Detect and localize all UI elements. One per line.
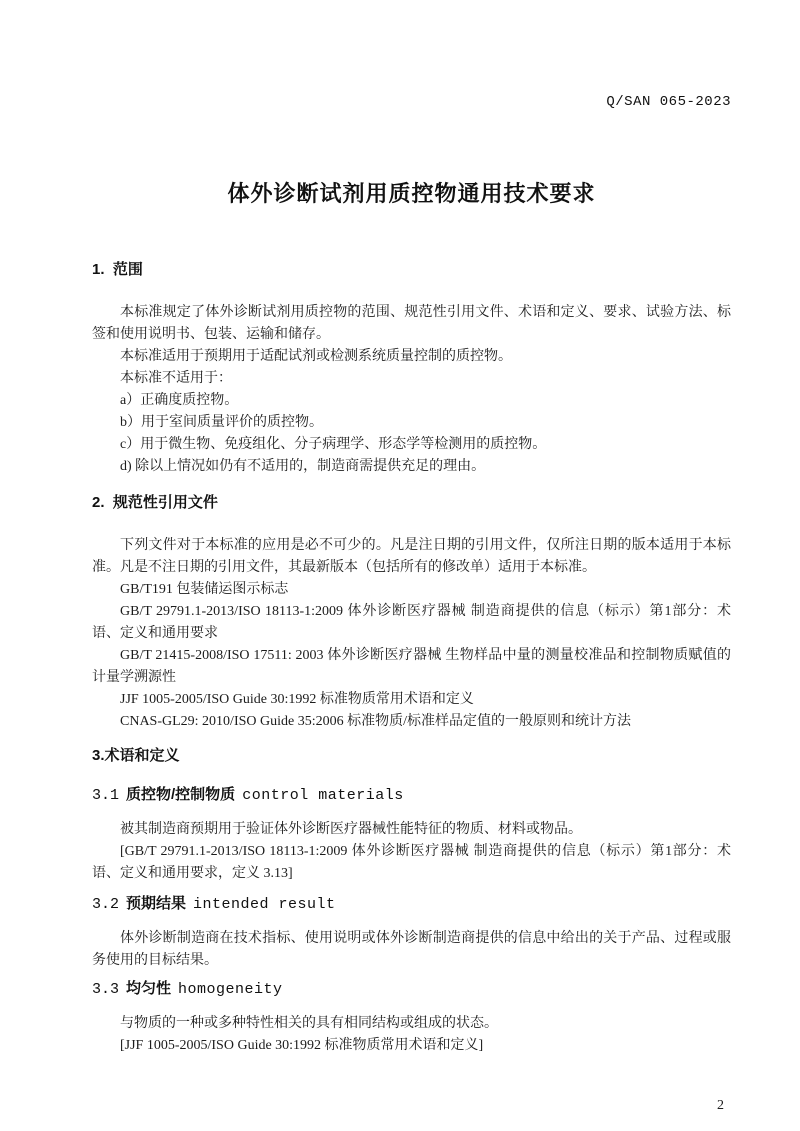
list-item-d: d) 除以上情况如仍有不适用的，制造商需提供充足的理由。 xyxy=(120,459,486,474)
term-source: [GB/T 29791.1-2013/ISO 18113-1:2009 体外诊断医疗器械 制造商提供的信息（标示）第1部分：术语、定义和通用要求，定义 3.13] xyxy=(92,844,731,881)
list-item-a: a）正确度质控物。 xyxy=(120,393,239,408)
term-name-en: control materials xyxy=(242,787,404,804)
section-2-intro: 下列文件对于本标准的应用是必不可少的。凡是注日期的引用文件，仅所注日期的版本适用于本标准。凡是不注日期的引用文件，其最新版本（包括所有的修改单）适用于本标准。 xyxy=(92,538,731,575)
term-3-3-heading xyxy=(92,980,731,998)
list-item-c: c）用于微生物、免疫组化、分子病理学、形态学等检测用的质控物。 xyxy=(120,437,547,452)
term-name-en: homogeneity xyxy=(178,981,283,998)
section-3-heading: 3.术语和定义 xyxy=(92,747,180,764)
normative-reference: GB/T191 包装储运图示标志 xyxy=(120,582,289,597)
term-source: [JJF 1005-2005/ISO Guide 30:1992 标准物质常用术语和定义] xyxy=(120,1038,484,1053)
section-1-paragraph: 本标准不适用于： xyxy=(120,371,232,386)
list-item-b: b）用于室间质量评价的质控物。 xyxy=(120,415,323,430)
doc-code: Q/SAN 065-2023 xyxy=(606,94,731,110)
term-3-1-heading xyxy=(92,786,731,804)
section-1-paragraph: 本标准适用于预期用于适配试剂或检测系统质量控制的质控物。 xyxy=(120,349,512,364)
section-2-heading: 2. 规范性引用文件 xyxy=(92,494,218,511)
normative-reference: CNAS-GL29: 2010/ISO Guide 35:2006 标准物质/标准样品定值的一般原则和统计方法 xyxy=(120,714,631,729)
section-1-heading: 1. 范围 xyxy=(92,261,143,278)
term-number: 3.2 xyxy=(92,896,120,913)
normative-reference: GB/T 21415-2008/ISO 17511: 2003 体外诊断医疗器械 生物样品中量的测量校准品和控制物质赋值的计量学溯源性 xyxy=(92,648,731,685)
term-3-2-heading xyxy=(92,895,731,913)
term-number: 3.3 xyxy=(92,981,120,998)
normative-reference: GB/T 29791.1-2013/ISO 18113-1:2009 体外诊断医疗器械 制造商提供的信息（标示）第1部分：术语、定义和通用要求 xyxy=(92,604,731,641)
page-number: 2 xyxy=(717,1098,724,1113)
term-name-zh: 均匀性 xyxy=(126,980,172,997)
term-definition: 与物质的一种或多种特性相关的具有相同结构或组成的状态。 xyxy=(120,1016,498,1031)
term-definition: 体外诊断制造商在技术指标、使用说明或体外诊断制造商提供的信息中给出的关于产品、过程或服务使用的目标结果。 xyxy=(92,931,731,968)
term-name-zh: 预期结果 xyxy=(126,895,187,912)
term-number: 3.1 xyxy=(92,787,120,804)
normative-reference: JJF 1005-2005/ISO Guide 30:1992 标准物质常用术语和定义 xyxy=(120,692,474,707)
term-definition: 被其制造商预期用于验证体外诊断医疗器械性能特征的物质、材料或物品。 xyxy=(120,822,582,837)
term-name-zh: 质控物/控制物质 xyxy=(126,786,236,803)
document-title: 体外诊断试剂用质控物通用技术要求 xyxy=(227,181,596,206)
section-1-paragraph: 本标准规定了体外诊断试剂用质控物的范围、规范性引用文件、术语和定义、要求、试验方法、标签和使用说明书、包装、运输和储存。 xyxy=(92,305,731,342)
term-name-en: intended result xyxy=(193,896,336,913)
